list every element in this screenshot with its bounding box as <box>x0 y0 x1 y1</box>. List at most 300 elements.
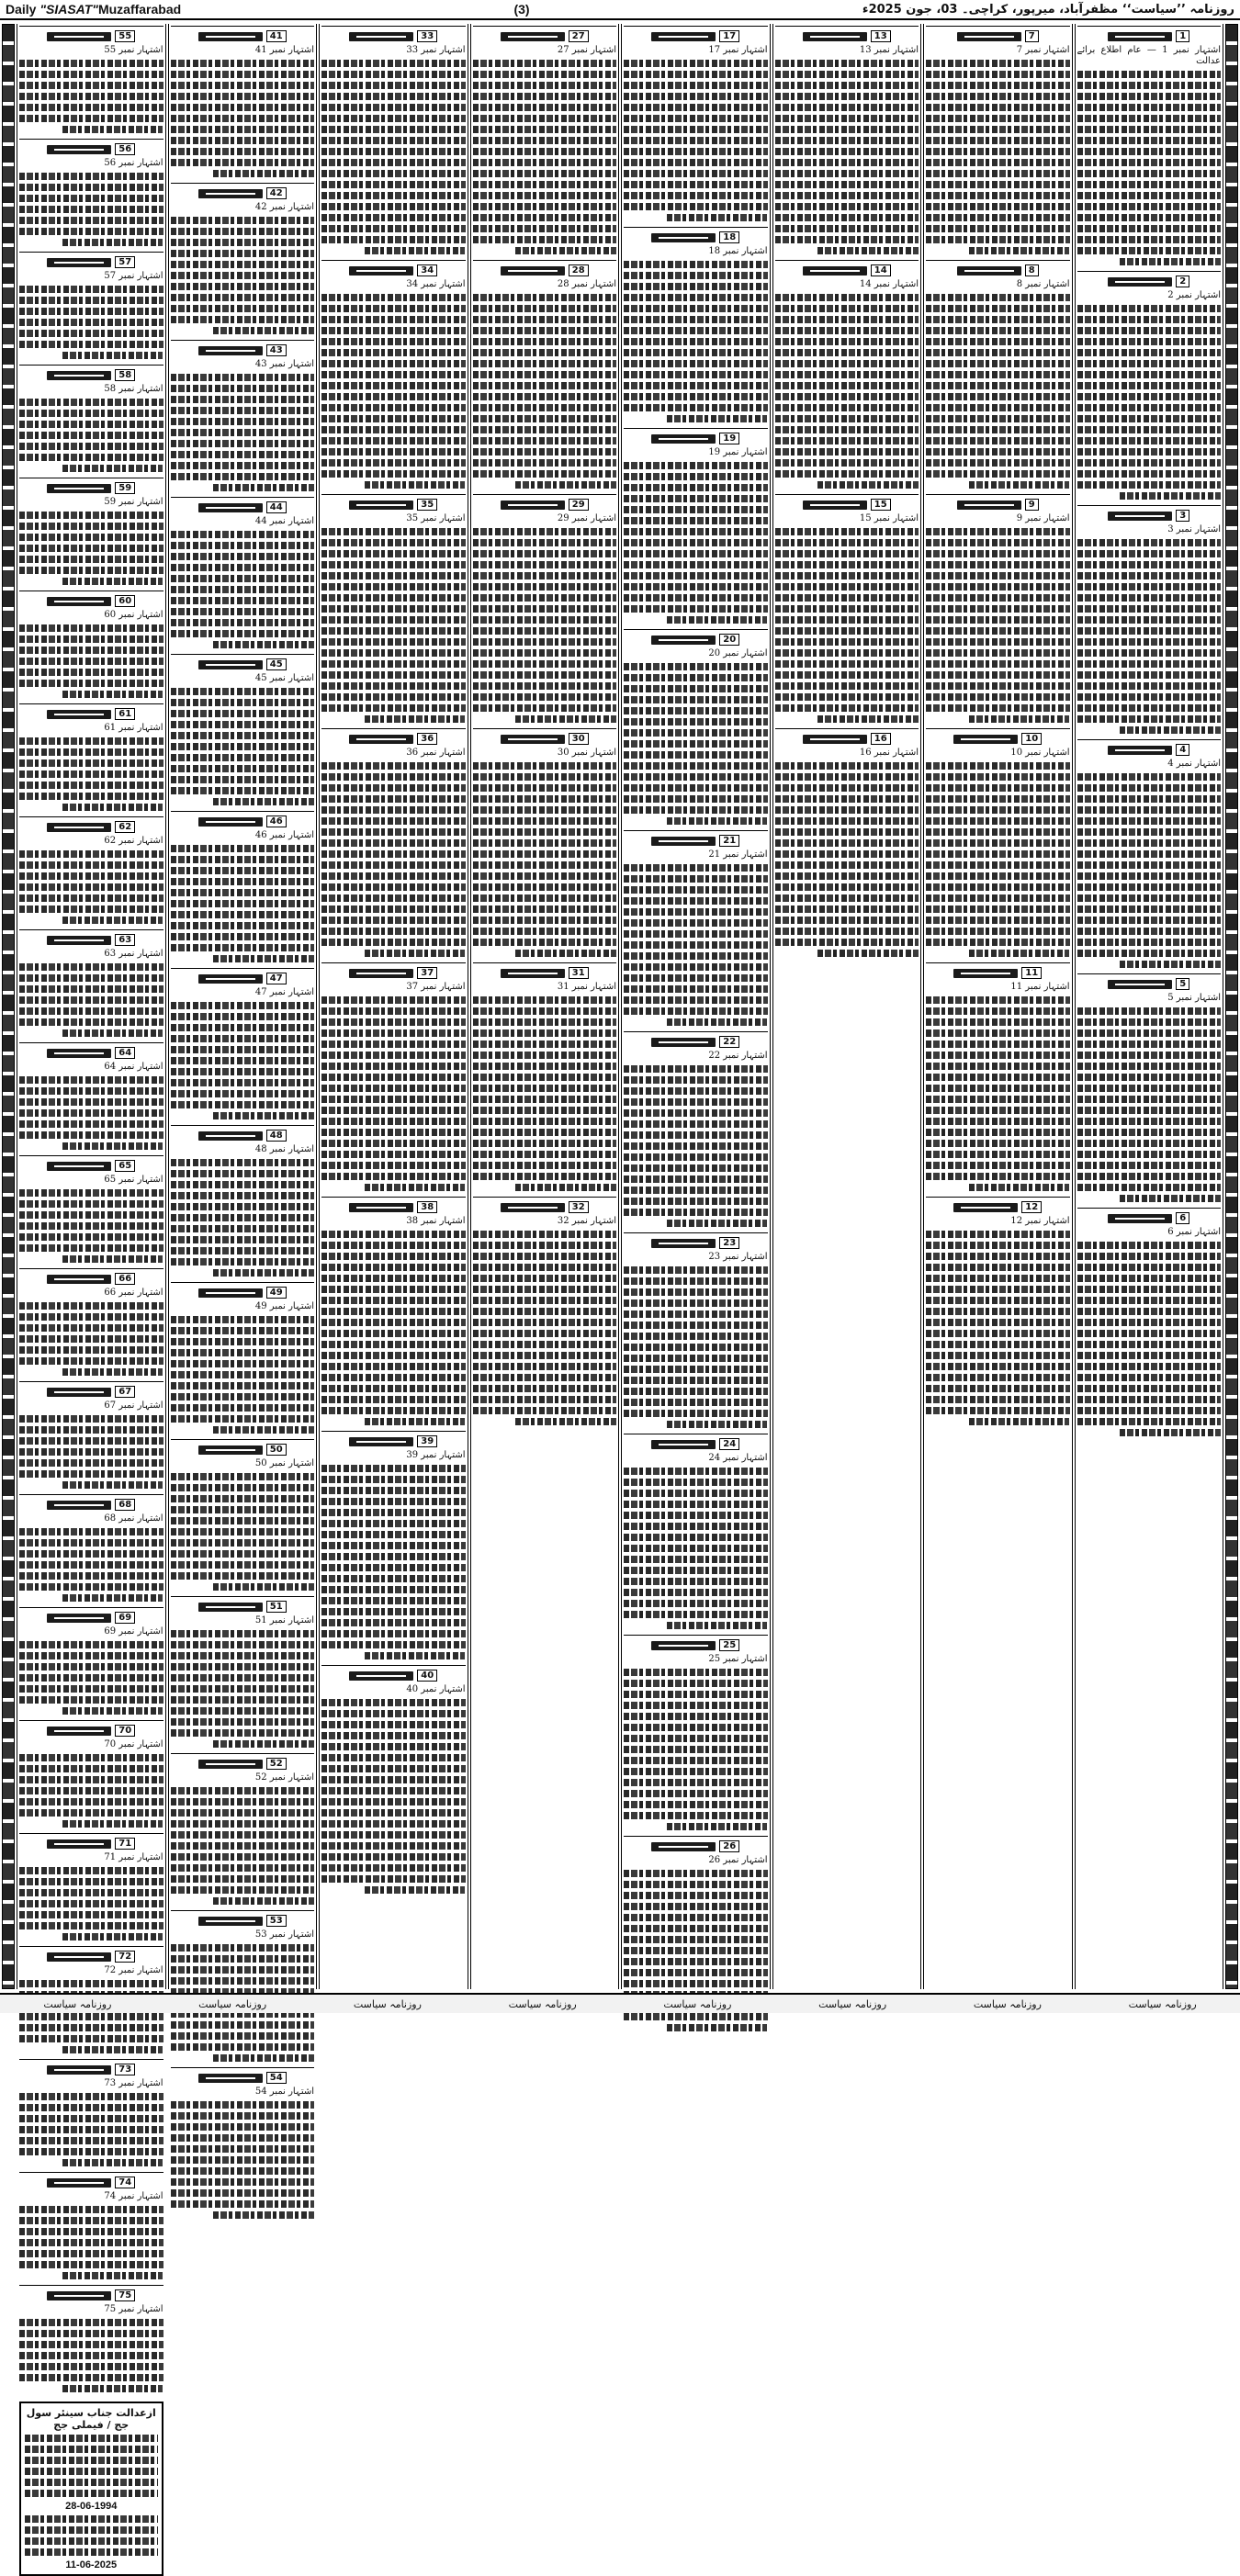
text-line <box>926 828 1070 836</box>
notice-ornament-bar <box>198 1288 263 1298</box>
text-line <box>624 1881 768 1888</box>
text-line <box>775 294 919 301</box>
text-line <box>321 1041 466 1048</box>
text-line <box>19 1335 163 1343</box>
text-line <box>624 674 768 681</box>
text-line <box>624 1399 768 1406</box>
text-line <box>19 184 163 191</box>
text-line <box>926 1374 1070 1381</box>
text-line <box>969 1418 1070 1425</box>
notice-block <box>775 260 919 492</box>
notice-ornament-bar <box>198 1760 263 1769</box>
text-line <box>171 407 315 414</box>
text-line <box>19 1120 163 1128</box>
text-line <box>19 1787 163 1794</box>
notice-header <box>171 658 315 670</box>
text-line <box>624 784 768 792</box>
notice-block <box>1077 505 1222 737</box>
text-line <box>321 1520 466 1527</box>
text-line <box>19 1302 163 1310</box>
text-line <box>775 693 919 701</box>
text-line <box>321 225 466 232</box>
text-line <box>171 531 315 538</box>
notice-header <box>171 816 315 827</box>
text-line <box>1077 950 1222 957</box>
text-line <box>624 82 768 89</box>
text-line <box>321 1063 466 1070</box>
notice-header <box>321 264 466 276</box>
text-line <box>775 305 919 312</box>
text-line <box>321 236 466 243</box>
text-line <box>19 523 163 530</box>
text-line <box>19 443 163 450</box>
text-line <box>321 181 466 188</box>
notice-number: 11 <box>1021 967 1042 979</box>
text-line <box>321 1385 466 1392</box>
text-line <box>321 448 466 456</box>
notice-block <box>19 1607 163 1718</box>
text-line <box>19 1754 163 1761</box>
text-line <box>321 1129 466 1136</box>
text-line <box>171 911 315 918</box>
text-line <box>321 1308 466 1315</box>
notice-number: 47 <box>266 973 287 984</box>
text-line <box>19 195 163 202</box>
text-line <box>171 385 315 392</box>
text-line <box>926 360 1070 367</box>
text-line <box>1077 1129 1222 1136</box>
notice-block <box>171 497 315 652</box>
text-line <box>321 170 466 177</box>
column-4 <box>621 24 771 1989</box>
column-1 <box>1075 24 1224 1989</box>
text-line <box>321 1608 466 1615</box>
text-line <box>624 170 768 177</box>
text-line <box>624 751 768 759</box>
text-line <box>1077 627 1222 635</box>
text-line <box>473 126 617 133</box>
notice-text: اشتہار نمبر 23 <box>708 1252 768 1262</box>
text-line <box>321 1721 466 1728</box>
text-line <box>19 2126 163 2133</box>
notice-header <box>775 264 919 276</box>
notice-text: اشتہار نمبر 25 <box>708 1654 768 1664</box>
text-line <box>1077 671 1222 679</box>
notice-block <box>1077 973 1222 1206</box>
text-line <box>969 481 1070 489</box>
text-line <box>171 553 315 560</box>
notice-ornament-bar <box>47 484 111 493</box>
notice-text: اشتہار نمبر 30 <box>557 748 616 758</box>
notice-ornament-bar <box>651 1038 716 1047</box>
text-line <box>624 1724 768 1731</box>
text-line <box>1077 917 1222 924</box>
text-line <box>1077 159 1222 166</box>
text-line <box>926 1074 1070 1081</box>
text-line <box>624 1947 768 1954</box>
text-line <box>321 305 466 312</box>
text-line <box>473 1264 617 1271</box>
text-line <box>473 1018 617 1026</box>
text-line <box>473 1162 617 1169</box>
text-line <box>624 740 768 748</box>
notice-ornament-bar <box>198 817 263 827</box>
text-line <box>321 1242 466 1249</box>
text-line <box>624 1702 768 1709</box>
text-line <box>19 228 163 235</box>
text-line <box>19 1357 163 1365</box>
text-line <box>171 1966 315 1974</box>
text-line <box>775 126 919 133</box>
text-line <box>321 404 466 411</box>
text-line <box>321 762 466 770</box>
notice-ornament-bar <box>803 266 867 276</box>
notice-text: اشتہار نمبر 28 <box>557 279 616 289</box>
text-line <box>321 126 466 133</box>
text-line <box>624 2013 768 2020</box>
text-line <box>926 850 1070 858</box>
text-line <box>19 60 163 67</box>
notice-number: 15 <box>871 499 891 511</box>
text-line <box>624 1277 768 1285</box>
text-line <box>624 1344 768 1351</box>
text-line <box>624 1545 768 1552</box>
text-line <box>926 1173 1070 1180</box>
text-line <box>19 996 163 1004</box>
page-number: (3) <box>513 2 530 17</box>
text-line <box>171 1944 315 1952</box>
text-line <box>926 415 1070 422</box>
notice-text: اشتہار نمبر 58 <box>104 384 163 394</box>
notice-block <box>19 1720 163 1831</box>
text-line <box>1077 481 1222 489</box>
text-line <box>624 963 768 971</box>
notice-block <box>19 1494 163 1605</box>
notice-header <box>473 1201 617 1213</box>
text-line <box>473 294 617 301</box>
text-line <box>171 1696 315 1704</box>
text-line <box>624 1153 768 1161</box>
text-line <box>775 872 919 880</box>
text-line <box>62 1820 163 1828</box>
text-line <box>624 1176 768 1183</box>
text-line <box>321 1374 466 1381</box>
notice-header <box>19 1725 163 1737</box>
text-line <box>171 933 315 940</box>
notice-text: اشتہار نمبر 3 <box>1167 524 1221 534</box>
text-line <box>321 1553 466 1560</box>
text-line <box>19 963 163 971</box>
notice-number: 40 <box>417 1670 437 1682</box>
text-line <box>19 1922 163 1929</box>
text-line <box>19 1324 163 1332</box>
text-line <box>775 148 919 155</box>
text-line <box>473 906 617 913</box>
notice-header <box>1077 744 1222 756</box>
text-line <box>624 1120 768 1128</box>
text-line <box>1077 850 1222 858</box>
notice-ornament-bar <box>47 2291 111 2300</box>
notice-header <box>171 1287 315 1299</box>
column-5 <box>470 24 620 1989</box>
text-line <box>19 1018 163 1026</box>
notice-number: 2 <box>1176 276 1189 287</box>
text-line <box>624 696 768 703</box>
notice-ornament-bar <box>47 1388 111 1397</box>
text-line <box>775 583 919 591</box>
text-line <box>321 1118 466 1125</box>
text-line <box>321 1864 466 1872</box>
text-line <box>19 985 163 993</box>
court-notice-date: 28-06-1994 <box>65 2501 118 2512</box>
text-line <box>473 671 617 679</box>
notice-text: اشتہار نمبر 11 <box>1010 982 1070 992</box>
notice-block <box>171 654 315 809</box>
notice-ornament-bar <box>198 503 263 512</box>
text-line <box>926 1407 1070 1414</box>
text-line <box>321 638 466 646</box>
text-line <box>171 1864 315 1872</box>
notice-block <box>19 2059 163 2170</box>
text-line <box>926 82 1070 89</box>
text-line <box>171 1831 315 1839</box>
text-line <box>19 2341 163 2348</box>
text-line <box>624 404 768 411</box>
text-line <box>321 294 466 301</box>
notice-block <box>171 1753 315 1908</box>
notice-number: 12 <box>1021 1201 1042 1213</box>
text-line <box>25 2457 158 2464</box>
text-line <box>19 748 163 756</box>
notice-header <box>926 1201 1070 1213</box>
text-line <box>171 878 315 885</box>
text-line <box>624 1812 768 1819</box>
notice-text: اشتہار نمبر 36 <box>406 748 466 758</box>
text-line <box>321 1231 466 1238</box>
text-line <box>1077 682 1222 690</box>
notice-text: اشتہار نمبر 47 <box>254 987 314 997</box>
text-line <box>926 371 1070 378</box>
text-line <box>775 928 919 935</box>
text-line <box>19 759 163 767</box>
text-line <box>775 784 919 792</box>
text-line <box>624 192 768 199</box>
text-line <box>171 1382 315 1389</box>
text-line <box>926 327 1070 334</box>
text-line <box>1077 1118 1222 1125</box>
text-line <box>171 82 315 89</box>
text-line <box>213 484 314 491</box>
notice-number: 51 <box>266 1601 287 1613</box>
text-line <box>171 1203 315 1210</box>
text-line <box>926 1330 1070 1337</box>
notice-ornament-bar <box>198 1603 263 1612</box>
text-line <box>19 1426 163 1434</box>
text-line <box>926 1286 1070 1293</box>
text-line <box>1077 236 1222 243</box>
text-line <box>19 512 163 519</box>
text-line <box>1077 1341 1222 1348</box>
notice-text: اشتہار نمبر 46 <box>254 830 314 840</box>
notice-header <box>171 30 315 42</box>
notice-header <box>926 264 1070 276</box>
text-line <box>926 1341 1070 1348</box>
text-line <box>1077 371 1222 378</box>
text-line <box>926 1063 1070 1070</box>
text-line <box>926 1096 1070 1103</box>
text-line <box>321 192 466 199</box>
notice-number: 8 <box>1025 264 1039 276</box>
text-line <box>624 1322 768 1329</box>
text-line <box>624 1680 768 1687</box>
text-line <box>624 795 768 803</box>
text-line <box>473 225 617 232</box>
notice-ornament-bar <box>47 823 111 832</box>
text-line <box>19 680 163 687</box>
text-line <box>1077 1352 1222 1359</box>
court-notice-box <box>19 2402 163 2576</box>
text-line <box>624 605 768 613</box>
text-line <box>171 2156 315 2164</box>
text-line <box>19 556 163 563</box>
text-line <box>624 1410 768 1417</box>
text-line <box>817 247 919 254</box>
notice-number: 5 <box>1176 978 1189 990</box>
text-line <box>926 1396 1070 1403</box>
notice-header <box>19 708 163 720</box>
notice-number: 67 <box>115 1386 135 1398</box>
text-line <box>19 1222 163 1230</box>
text-line <box>667 1220 768 1227</box>
text-line <box>926 349 1070 356</box>
text-line <box>171 440 315 447</box>
notice-number: 45 <box>266 658 287 670</box>
notice-header <box>624 1237 768 1249</box>
notice-block <box>1077 1208 1222 1440</box>
text-line <box>775 60 919 67</box>
text-line <box>171 71 315 78</box>
text-line <box>171 710 315 717</box>
text-line <box>171 396 315 403</box>
notice-header <box>473 967 617 979</box>
text-line <box>19 1561 163 1569</box>
notice-block <box>171 968 315 1123</box>
footer-label: روزنامہ سیاست <box>818 1997 887 2010</box>
notice-block <box>19 478 163 589</box>
notice-header <box>321 733 466 745</box>
text-line <box>775 236 919 243</box>
text-line <box>321 360 466 367</box>
text-line <box>1077 1297 1222 1304</box>
text-line <box>624 1076 768 1084</box>
notice-block <box>321 1431 466 1663</box>
text-line <box>775 572 919 579</box>
text-line <box>624 1310 768 1318</box>
text-line <box>473 528 617 535</box>
text-line <box>473 371 617 378</box>
text-line <box>473 996 617 1004</box>
text-line <box>473 470 617 478</box>
notice-header <box>19 1160 163 1172</box>
text-line <box>19 1470 163 1478</box>
text-line <box>1077 1264 1222 1271</box>
text-line <box>926 561 1070 568</box>
notice-text: اشتہار نمبر 37 <box>406 982 466 992</box>
notice-header <box>473 30 617 42</box>
text-line <box>473 883 617 891</box>
notice-header <box>19 2289 163 2301</box>
text-line <box>473 393 617 400</box>
text-line <box>624 1007 768 1015</box>
notice-number: 30 <box>569 733 589 745</box>
notice-header <box>321 30 466 42</box>
notice-block <box>624 1232 768 1432</box>
notice-text: اشتہار نمبر 24 <box>708 1453 768 1463</box>
text-line <box>624 1534 768 1541</box>
notice-header <box>473 733 617 745</box>
text-line <box>365 247 466 254</box>
text-line <box>775 170 919 177</box>
notice-ornament-bar <box>47 1049 111 1058</box>
notice-number: 34 <box>417 264 437 276</box>
text-line <box>473 828 617 836</box>
notice-number: 41 <box>266 30 287 42</box>
text-line <box>926 338 1070 345</box>
text-line <box>213 1112 314 1119</box>
text-line <box>321 1018 466 1026</box>
text-line <box>775 459 919 467</box>
text-line <box>19 1437 163 1445</box>
text-line <box>1077 795 1222 803</box>
text-line <box>624 1790 768 1797</box>
text-line <box>321 828 466 836</box>
text-line <box>19 2013 163 2020</box>
notice-text: اشتہار نمبر 2 <box>1167 290 1221 300</box>
text-line <box>19 1798 163 1805</box>
text-line <box>171 1853 315 1861</box>
notice-header <box>19 595 163 607</box>
text-line <box>515 247 616 254</box>
masthead-right-title: روزنامہ ’’سیاست‘‘ مظفرآباد، میرپور، کراچی۔ 03، جون 2025ء <box>862 2 1234 17</box>
notice-text: اشتہار نمبر 14 <box>859 279 919 289</box>
text-line <box>171 1641 315 1648</box>
text-line <box>19 658 163 665</box>
text-line <box>19 1776 163 1783</box>
notice-number: 56 <box>115 143 135 155</box>
notice-text: اشتہار نمبر 34 <box>406 279 466 289</box>
text-line <box>19 1211 163 1219</box>
text-line <box>1077 393 1222 400</box>
text-line <box>473 762 617 770</box>
text-line <box>473 327 617 334</box>
text-line <box>926 1029 1070 1037</box>
notice-header <box>321 1435 466 1447</box>
text-line <box>19 636 163 643</box>
notice-number: 55 <box>115 30 135 42</box>
text-line <box>321 1564 466 1571</box>
text-line <box>19 297 163 304</box>
text-line <box>775 360 919 367</box>
text-line <box>926 71 1070 78</box>
text-line <box>473 349 617 356</box>
text-line <box>624 1892 768 1899</box>
notice-ornament-bar <box>803 501 867 510</box>
text-line <box>926 594 1070 602</box>
notice-block <box>171 1282 315 1437</box>
text-line <box>19 93 163 100</box>
column-3 <box>772 24 922 1989</box>
text-line <box>775 192 919 199</box>
